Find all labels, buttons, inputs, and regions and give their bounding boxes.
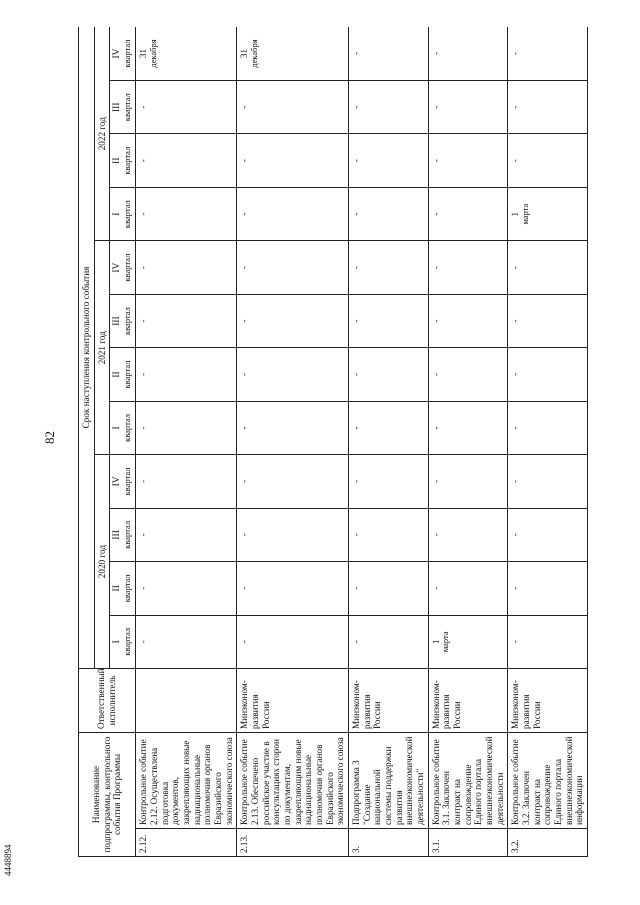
table-row bbox=[428, 27, 508, 857]
quarter-word: квартал bbox=[122, 146, 133, 175]
deadline-value: - bbox=[239, 266, 250, 270]
deadline-value: - bbox=[430, 479, 441, 483]
header-quarter bbox=[110, 455, 136, 508]
deadline-value: - bbox=[138, 533, 149, 537]
deadline-value: - bbox=[138, 266, 149, 270]
deadline-cell bbox=[428, 615, 508, 668]
deadline-cell bbox=[348, 241, 428, 294]
deadline-value: - bbox=[350, 319, 361, 323]
deadline-cell bbox=[348, 294, 428, 347]
deadline-cell bbox=[136, 562, 237, 615]
document-id: 4448894 bbox=[3, 844, 13, 876]
header-quarter bbox=[110, 27, 136, 81]
deadline-cell bbox=[348, 401, 428, 454]
quarter-number: II bbox=[112, 585, 123, 592]
deadline-cell bbox=[508, 348, 588, 401]
deadline-cell bbox=[136, 294, 237, 347]
deadline-value: - bbox=[239, 105, 250, 109]
deadline-cell bbox=[348, 27, 428, 81]
deadline-month: декабря bbox=[147, 39, 158, 68]
header-quarter bbox=[110, 134, 136, 187]
quarter-number: II bbox=[112, 157, 123, 164]
deadline-cell bbox=[237, 508, 349, 561]
deadline-cell bbox=[136, 134, 237, 187]
deadline-value: - bbox=[239, 372, 250, 377]
header-name-column: Наименование подпрограммы, контрольного события Программы bbox=[79, 732, 136, 856]
deadline-cell bbox=[136, 81, 237, 134]
deadline-value: - bbox=[350, 159, 361, 163]
header-quarter bbox=[110, 187, 136, 240]
deadline-cell bbox=[237, 615, 349, 668]
deadline-cell bbox=[237, 562, 349, 615]
quarter-word: квартал bbox=[122, 360, 133, 389]
row-event-name: Контрольное событие 3.1. Заключен контракт на сопровождение Единого портала внешнеэкономической деятельности bbox=[428, 732, 508, 828]
deadline-value: - bbox=[138, 426, 149, 430]
deadline-value: - bbox=[350, 212, 361, 216]
deadline-value: - bbox=[138, 372, 149, 377]
deadline-value: - bbox=[350, 372, 361, 377]
deadline-value: - bbox=[430, 212, 441, 216]
deadline-value: - bbox=[510, 640, 521, 644]
quarter-word: квартал bbox=[122, 93, 133, 122]
deadline-cell bbox=[136, 27, 237, 81]
row-number: 3.2. bbox=[508, 829, 588, 857]
control-events-table bbox=[78, 27, 588, 857]
deadline-cell bbox=[237, 187, 349, 240]
deadline-cell bbox=[136, 187, 237, 240]
deadline-cell bbox=[237, 455, 349, 508]
deadline-cell bbox=[428, 294, 508, 347]
header-quarter bbox=[110, 562, 136, 615]
deadline-value: - bbox=[510, 266, 521, 270]
deadline-cell bbox=[237, 401, 349, 454]
table-body bbox=[136, 27, 588, 857]
deadline-cell bbox=[136, 241, 237, 294]
deadline-cell bbox=[237, 134, 349, 187]
deadline-value: - bbox=[510, 426, 521, 430]
deadline-value: - bbox=[510, 319, 521, 323]
deadline-cell bbox=[428, 508, 508, 561]
deadline-cell bbox=[136, 455, 237, 508]
deadline-value: - bbox=[350, 51, 361, 56]
header-quarter bbox=[110, 615, 136, 668]
row-executor: Минэконом-развития России bbox=[508, 668, 588, 732]
deadline-cell bbox=[428, 401, 508, 454]
row-executor: Минэконом-развития России bbox=[348, 668, 428, 732]
header-quarter bbox=[110, 294, 136, 347]
quarter-number: IV bbox=[112, 48, 123, 59]
deadline-value: - bbox=[239, 640, 250, 644]
row-event-name: Контрольное событие 2.13. Обеспечено российское участие в консультациях сторон по документам, закрепляющим новые наднациональные полномочия органов Евразийского экономического союза bbox=[237, 732, 349, 828]
deadline-value: - bbox=[510, 105, 521, 109]
deadline-value: - bbox=[510, 586, 521, 590]
row-executor: Минэконом-развития России bbox=[428, 668, 508, 732]
quarter-number: I bbox=[112, 212, 123, 216]
quarter-number: II bbox=[112, 371, 123, 378]
table-header bbox=[79, 27, 136, 857]
deadline-value: - bbox=[138, 640, 149, 644]
deadline-cell bbox=[508, 187, 588, 240]
deadline-cell bbox=[508, 294, 588, 347]
deadline-value: - bbox=[138, 479, 149, 483]
deadline-cell bbox=[348, 508, 428, 561]
deadline-value: - bbox=[430, 586, 441, 590]
deadline-value: - bbox=[350, 426, 361, 430]
table-row bbox=[508, 27, 588, 857]
deadline-value: - bbox=[350, 105, 361, 109]
row-number: 2.12. bbox=[136, 829, 237, 857]
deadline-value: - bbox=[510, 51, 521, 56]
quarter-number: I bbox=[112, 640, 123, 644]
deadline-cell bbox=[136, 348, 237, 401]
deadline-value: - bbox=[350, 266, 361, 270]
deadline-month: марта bbox=[520, 203, 531, 225]
deadline-cell bbox=[348, 187, 428, 240]
row-executor: Минэконом-развития России bbox=[237, 668, 349, 732]
quarter-number: III bbox=[112, 316, 123, 326]
deadline-value: - bbox=[138, 586, 149, 590]
deadline-cell bbox=[348, 562, 428, 615]
deadline-cell bbox=[237, 348, 349, 401]
deadline-cell bbox=[428, 27, 508, 81]
quarter-number: I bbox=[112, 426, 123, 430]
deadline-cell bbox=[508, 562, 588, 615]
deadline-value: 1 bbox=[510, 211, 521, 217]
deadline-value: - bbox=[430, 533, 441, 537]
deadline-month: декабря bbox=[248, 39, 259, 68]
header-quarter bbox=[110, 241, 136, 294]
deadline-value: - bbox=[239, 159, 250, 163]
quarter-number: IV bbox=[112, 262, 123, 273]
deadline-cell bbox=[348, 348, 428, 401]
deadline-value: - bbox=[239, 212, 250, 216]
row-number: 2.13. bbox=[237, 829, 349, 857]
quarter-word: квартал bbox=[122, 414, 133, 442]
deadline-value: - bbox=[510, 159, 521, 163]
quarter-word: квартал bbox=[122, 467, 133, 496]
table-row bbox=[348, 27, 428, 857]
deadline-value: - bbox=[510, 533, 521, 537]
deadline-cell bbox=[508, 615, 588, 668]
deadline-cell bbox=[428, 81, 508, 134]
deadline-value: - bbox=[430, 319, 441, 323]
deadline-cell bbox=[508, 508, 588, 561]
deadline-value: 1 bbox=[430, 639, 441, 645]
deadline-cell bbox=[136, 508, 237, 561]
deadline-cell bbox=[508, 401, 588, 454]
deadline-cell bbox=[348, 134, 428, 187]
row-event-name: Подпрограмма 3 "Создание национальной системы поддержки развития внешнеэкономической деятельности" bbox=[348, 732, 428, 828]
deadline-value: - bbox=[350, 640, 361, 644]
row-executor bbox=[136, 668, 237, 732]
deadline-value: - bbox=[430, 105, 441, 109]
deadline-cell bbox=[508, 134, 588, 187]
deadline-value: - bbox=[350, 479, 361, 483]
row-event-name: Контрольное событие 2.12. Осуществлена подготовка документов, закрепляющих новые наднациональные полномочия органов Евразийского экономического союза bbox=[136, 732, 237, 828]
quarter-word: квартал bbox=[122, 520, 133, 549]
quarter-number: IV bbox=[112, 476, 123, 487]
quarter-word: квартал bbox=[122, 200, 133, 229]
deadline-cell bbox=[428, 455, 508, 508]
deadline-month: марта bbox=[440, 631, 451, 653]
deadline-value: - bbox=[239, 586, 250, 590]
deadline-cell bbox=[508, 455, 588, 508]
deadline-value: - bbox=[350, 533, 361, 537]
quarter-number: III bbox=[112, 530, 123, 540]
deadline-cell bbox=[348, 455, 428, 508]
deadline-cell bbox=[136, 615, 237, 668]
header-executor-column: Ответственный исполнитель bbox=[79, 668, 136, 732]
page-number: 82 bbox=[42, 431, 57, 444]
row-number: 3.1. bbox=[428, 829, 508, 857]
deadline-value: - bbox=[138, 105, 149, 109]
quarter-word: квартал bbox=[122, 627, 133, 656]
deadline-value: - bbox=[138, 159, 149, 163]
deadline-cell bbox=[428, 241, 508, 294]
deadline-cell bbox=[428, 187, 508, 240]
deadline-value: - bbox=[510, 372, 521, 377]
deadline-cell bbox=[237, 241, 349, 294]
deadline-cell bbox=[428, 562, 508, 615]
deadline-cell bbox=[348, 615, 428, 668]
quarter-word: квартал bbox=[122, 253, 133, 282]
deadline-value: - bbox=[430, 372, 441, 377]
table-row bbox=[237, 27, 349, 857]
deadline-cell bbox=[237, 294, 349, 347]
deadline-value: - bbox=[239, 479, 250, 483]
header-year: 2022 год bbox=[94, 27, 110, 241]
quarter-number: III bbox=[112, 102, 123, 112]
quarter-word: квартал bbox=[122, 574, 133, 603]
deadline-cell bbox=[428, 348, 508, 401]
deadline-value: - bbox=[350, 586, 361, 590]
deadline-value: - bbox=[430, 426, 441, 430]
deadline-cell bbox=[136, 401, 237, 454]
deadline-value: - bbox=[239, 533, 250, 537]
row-event-name: Контрольное событие 3.2. Заключен контракт на сопровождение Единого портала внешнеэкономической информации bbox=[508, 732, 588, 828]
deadline-value: - bbox=[430, 266, 441, 270]
deadline-cell bbox=[348, 81, 428, 134]
quarter-word: квартал bbox=[122, 307, 133, 335]
rotated-page-content bbox=[78, 27, 634, 857]
deadline-value: - bbox=[138, 319, 149, 323]
deadline-value: - bbox=[138, 212, 149, 216]
deadline-cell bbox=[428, 134, 508, 187]
table-row bbox=[136, 27, 237, 857]
deadline-cell bbox=[237, 27, 349, 81]
row-number: 3. bbox=[348, 829, 428, 857]
deadline-value: - bbox=[239, 426, 250, 430]
header-year: 2021 год bbox=[94, 241, 110, 455]
header-deadline-group: Срок наступления контрольного события bbox=[79, 27, 95, 668]
header-quarter bbox=[110, 508, 136, 561]
header-quarter bbox=[110, 401, 136, 454]
deadline-cell bbox=[508, 241, 588, 294]
deadline-value: - bbox=[239, 319, 250, 323]
header-quarter bbox=[110, 81, 136, 134]
deadline-value: 31 bbox=[239, 48, 250, 59]
deadline-value: - bbox=[430, 51, 441, 56]
deadline-cell bbox=[508, 81, 588, 134]
deadline-cell bbox=[237, 81, 349, 134]
header-quarter bbox=[110, 348, 136, 401]
deadline-cell bbox=[508, 27, 588, 81]
deadline-value: 31 bbox=[138, 48, 149, 59]
deadline-value: - bbox=[430, 159, 441, 163]
header-year: 2020 год bbox=[94, 455, 110, 669]
deadline-value: - bbox=[510, 479, 521, 483]
quarter-word: квартал bbox=[122, 39, 133, 68]
